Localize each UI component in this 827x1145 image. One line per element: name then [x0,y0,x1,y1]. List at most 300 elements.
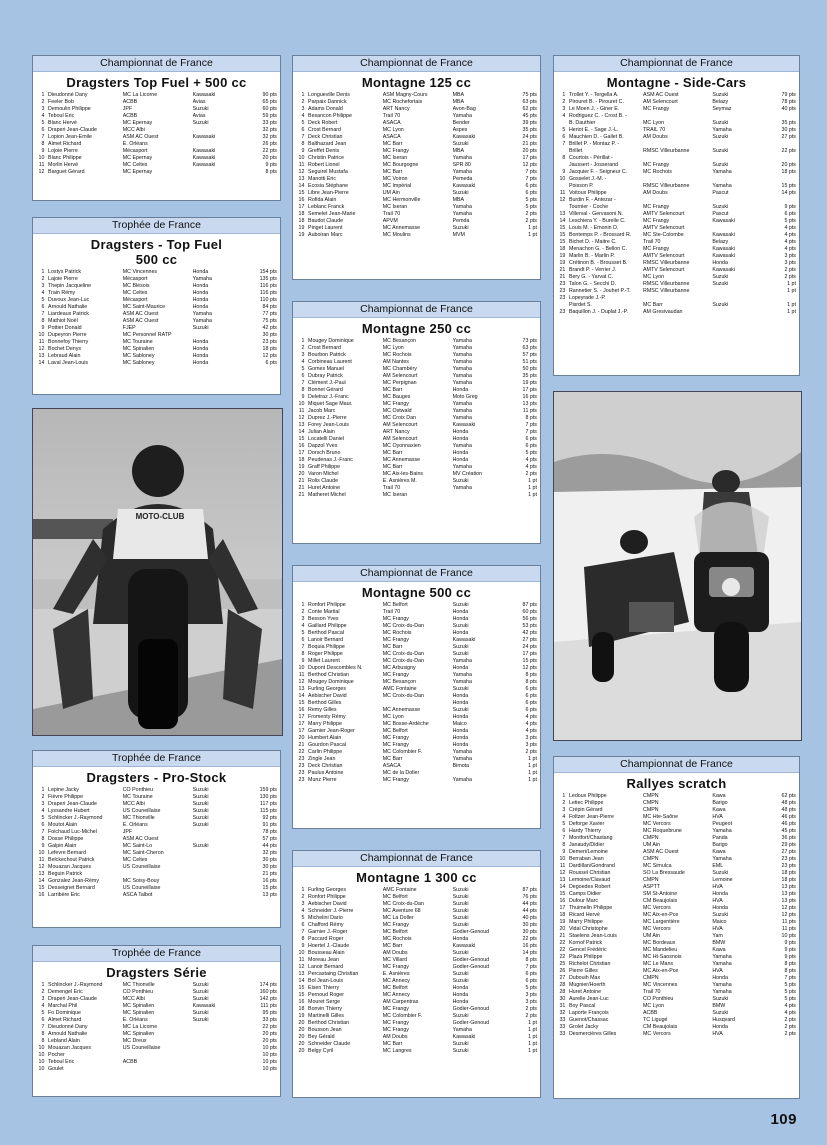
cell-rank: 8 [301,141,305,147]
cell-rank: 33 [559,1031,566,1037]
cell-points: 2 pts [784,1017,796,1023]
cell-rank: 19 [298,1013,305,1019]
table-row [36,1059,277,1066]
cell-rider: Conte Martial [308,609,340,615]
table-row [557,1003,796,1010]
cell-points: 5 pts [525,450,537,456]
cell-rider: Talon G. - Secchi D. [568,281,617,287]
cell-make: Yamaha [192,276,212,282]
cell-make: Yamaha [452,155,472,161]
cell-rank: 2 [41,99,45,105]
cell-points: 11 pts [781,919,796,925]
cell-points: 12 pts [781,905,796,911]
table-row [296,190,537,197]
cell-rider: Lebland Alain [48,1038,80,1044]
cell-make: Yamaha [452,366,472,372]
table-row [557,982,796,989]
cell-rank: 6 [41,1017,45,1023]
cell-club: ASM AC Ouest [643,849,679,855]
cell-rider: Baudot Claude [308,218,344,224]
table-row [296,141,537,148]
cell-club: E. Orléans [122,1017,148,1023]
cell-make: Suzuki [192,325,209,331]
cell-club: MC Vercors [643,821,671,827]
cell-rank: 7 [41,829,45,835]
cell-club: MC Lyon [382,714,404,720]
cell-make: Yam [712,933,723,939]
table-row [557,968,796,975]
cell-rank [557,120,569,127]
cell-rider: Humbert Alain [308,735,342,741]
table-row [36,162,277,169]
cell-rank: 8 [41,1038,45,1044]
cell-rider: Desmercières Gilles [568,1031,617,1037]
cell-points: 16 pts [522,394,537,400]
cell-rank: 15 [559,239,566,245]
cell-club: MC Frangy [382,742,409,748]
cell-club [643,113,712,120]
table-row [557,807,796,814]
cell-rank: 9 [562,169,566,175]
cell-points: 62 pts [781,793,796,799]
cell-points: 2 pts [525,471,537,477]
cell-rank: 20 [298,1020,305,1026]
cell-points: 36 pts [781,835,796,841]
cell-club: RMSC Villeurbanne [643,281,690,287]
table-row [36,297,277,304]
cell-make: Suzuki [192,822,209,828]
table-row [557,155,796,162]
cell-rank: 10 [38,1059,45,1065]
cell-club: CMPN [643,793,659,799]
cell-rank: 20 [298,1048,305,1054]
cell-points: 1 pt [528,756,537,762]
cell-make: Yamaha [452,485,472,491]
cell-make: Honda [452,735,469,741]
cell-points: 11 pts [781,926,796,932]
cell-rank: 1 [41,787,45,793]
cell-points: 1 pt [528,1020,537,1026]
cell-club: MC Rochois [382,936,412,942]
cell-club: MC Annemasse [382,707,421,713]
table-row [36,339,277,346]
table-row [557,281,796,288]
table-row [36,155,277,162]
cell-points: 22 pts [522,936,537,942]
table-subtitle: Trophée de France [33,218,280,234]
table-title: Montagne 250 cc [361,321,472,336]
cell-make: Kawa [712,807,726,813]
table-row [557,912,796,919]
cell-points: 17 pts [522,155,537,161]
cell-rider: Berthod Gilles [308,700,342,706]
cell-club: MC Frangy [382,964,409,970]
cell-club: MC Iseran [382,204,408,210]
table-row [557,267,796,274]
cell-make: Suzuki [712,870,729,876]
cell-rank: 30 [559,996,566,1002]
table-row [557,849,796,856]
cell-club: MC Epernay [122,120,153,126]
table-row [36,276,277,283]
cell-make: Kawasaki [452,134,476,140]
cell-points: 2 pts [784,1031,796,1037]
cell-rider: Mathiot Noël [48,318,78,324]
table-row [557,113,796,120]
cell-rider: Laporte François [568,1010,609,1016]
cell-club: AM Gresivaudan [643,309,683,315]
table-row [296,1048,537,1055]
cell-club: MC Aix-en-Pce [643,912,679,918]
cell-rank: 18 [559,246,566,252]
cell-rider: Eisen Thierry [308,985,340,991]
cell-points: 174 pts [259,982,277,988]
cell-rider: Camps Didier [568,891,602,897]
cell-make: Suzuki [192,106,209,112]
cell-rank: 1 [301,92,305,98]
table-row [557,793,796,800]
cell-rider: Crépin Gérard [568,807,603,813]
cell-rider: Letiec Philippe [568,800,604,806]
table-row [296,120,537,127]
cell-rank: 15 [298,190,305,196]
cell-rank: 2 [41,794,45,800]
cell-rank: 21 [298,742,305,748]
cell-club: APVM [382,218,398,224]
cell-make: Honda [452,693,469,699]
cell-rider: Carlin Philippe [308,749,343,755]
cell-make: Honda [452,609,469,615]
cell-rank: 2 [41,276,45,282]
cell-rider: Pisrdet S. [568,302,592,308]
cell-club: MC Besançon [382,679,417,685]
cell-points: 10 pts [262,1045,277,1051]
cell-rider: Millet Laurent [308,658,340,664]
cell-points: 15 pts [781,183,796,189]
table-row [296,658,537,665]
cell-club: MC Aix-les-Bains [382,471,424,477]
cell-points [765,197,796,204]
cell-rider: Villerval - Gervasoni N. [568,211,624,217]
table-rallyes-scratch [553,756,800,1099]
cell-club: MC Celtes [122,857,148,863]
table-montagne-250 [292,301,541,544]
cell-make: Panda [712,835,728,841]
cell-make: Peugeot [712,821,733,827]
cell-rider: Paccard Roger [308,936,344,942]
cell-make: Bender [452,120,470,126]
cell-points: 9 pts [265,162,277,168]
table-row [36,332,277,339]
cell-points: 29 pts [781,842,796,848]
cell-rider: Bousseau Alain [308,950,345,956]
cell-club: MC Arbusigny [382,665,416,671]
cell-rider: Liardeaux Patrick [48,311,89,317]
cell-points: 63 pts [522,99,537,105]
cell-points: 32 pts [262,850,277,856]
table-row [296,352,537,359]
cell-rider: Feeler Bob [48,99,74,105]
cell-rider: Courtois - Périllat - [568,155,613,161]
cell-rank: 20 [298,1027,305,1033]
cell-points: 2 pts [784,274,796,280]
table-row [296,721,537,728]
table-row [557,1024,796,1031]
table-row [296,999,537,1006]
cell-club: MC Simulca [643,863,672,869]
cell-rank: 7 [301,644,305,650]
cell-rider: Louis M. - Emonin D. [568,225,619,231]
table-row [557,260,796,267]
cell-make: Seymaz [712,106,732,112]
cell-make: Yamaha [712,982,732,988]
cell-club [123,1052,193,1059]
cell-rank: 3 [301,352,305,358]
table-row [557,295,796,302]
cell-rider: Deletraz J.-Franc [308,394,349,400]
cell-make: Honda [452,387,469,393]
cell-rider: Grolet Jacky [568,1024,599,1030]
cell-rider: Crétinon B. - Brousset B. [568,260,628,266]
cell-rank: 11 [298,162,305,168]
cell-club: MC Frangy [382,672,409,678]
cell-rider: Almet Richard [48,141,82,147]
cell-points: 6 pts [784,211,796,217]
cell-rider: Bontemps P. - Brossard R. [568,232,632,238]
table-row [296,471,537,478]
cell-points: 4 pts [525,464,537,470]
cell-make: Suzuki [452,707,469,713]
cell-points: 4 pts [784,1003,796,1009]
cell-points: 115 pts [259,808,277,814]
table-row [36,850,277,857]
cell-club: MC Frangy [382,735,409,741]
cell-rank: 6 [562,134,566,140]
cell-club: ASM AC Ouest [122,318,159,324]
cell-make: MV Création [452,471,483,477]
cell-club: MC Langres [382,1048,412,1054]
photo-dragster [32,408,283,736]
table-rows [554,92,799,316]
cell-make: HVA [712,926,723,932]
cell-make [193,1038,246,1045]
cell-points: 35 pts [522,373,537,379]
cell-club [643,141,712,148]
cell-rank: 14 [38,360,45,366]
table-title: Dragsters - Pro-Stock [86,770,227,785]
cell-rider: Tournier - Coche [568,204,609,210]
table-row [36,808,277,815]
cell-rider: Balthazard Jean [308,141,347,147]
cell-rider: Crost Bernard [308,345,342,351]
cell-rank: 11 [38,857,45,863]
cell-rider: Blanc Philippe [48,155,82,161]
cell-make: Barigo [712,842,728,848]
cell-rider: Matheret Michel [308,492,346,498]
cell-rider: Aebischer David [308,693,347,699]
cell-points: 4 pts [525,721,537,727]
cell-rider: Gourdon Pascal [308,742,347,748]
cell-make: Godier-Genoud [452,957,490,963]
table-title: Montagne 1 300 cc [356,870,477,885]
cell-club: MC Frangy [382,1027,409,1033]
cell-make: Yamaha [452,408,472,414]
cell-make [193,1024,246,1031]
cell-make: Kawasaki [452,943,476,949]
table-row [557,814,796,821]
cell-make: Yamaha [452,756,472,762]
cell-points: 16 pts [522,943,537,949]
cell-make: Suzuki [192,989,209,995]
cell-rider: Marchal Phil [48,1003,78,1009]
table-row [36,120,277,127]
cell-points: 4 pts [784,239,796,245]
table-row [36,134,277,141]
cell-club: MC Belfort [382,728,408,734]
cell-club: MC Spinalien [122,1003,155,1009]
cell-club: MC Sabloney [122,360,155,366]
cell-club: MC Thionville [122,982,155,988]
table-row [557,169,796,176]
cell-rank: 8 [301,651,305,657]
cell-rank: 12 [298,964,305,970]
cell-club [383,700,453,707]
cell-rank: 5 [301,120,305,126]
cell-rider: Schlincker J.-Raymond [48,982,103,988]
table-topfuel-trophy [32,217,281,395]
table-row [36,857,277,864]
table-row [36,982,277,989]
cell-make: Yamaha [712,856,732,862]
table-row [557,835,796,842]
cell-club: MC Hte-Saône [643,814,679,820]
cell-points: 27 pts [781,849,796,855]
cell-club: ACBB [643,1010,658,1016]
cell-rider: Bourbon Patrick [308,352,346,358]
cell-club: MC Spinalien [122,1031,155,1037]
cell-points: 1 pt [787,302,796,308]
cell-rider: Jacob Marc [308,408,336,414]
table-row [557,975,796,982]
cell-rank: 9 [41,843,45,849]
table-row [557,996,796,1003]
cell-rider: Voitoux Philippe [568,190,607,196]
table-row [557,134,796,141]
cell-make: Yamaha [452,672,472,678]
cell-rank: 12 [38,346,45,352]
table-row [557,947,796,954]
cell-points: 73 pts [522,338,537,344]
cell-club: Trail 70 [382,113,401,119]
cell-make: Honda [452,429,469,435]
cell-rider: Parpaix Dannick [308,99,347,105]
cell-make: Moto Greg [452,394,478,400]
cell-rank: 23 [298,756,305,762]
cell-make: Yamaha [452,415,472,421]
cell-rank: 16 [298,443,305,449]
table-row [296,338,537,345]
cell-club: AM Doubs [382,1034,408,1040]
cell-make: Honda [452,728,469,734]
cell-points: 22 pts [262,1024,277,1030]
cell-club [643,197,712,204]
cell-rank: 7 [41,1024,45,1030]
cell-points: 45 pts [781,828,796,834]
cell-make: Belazy [712,239,729,245]
cell-points: 87 pts [522,602,537,608]
cell-make: Honda [712,975,728,981]
cell-make [712,155,765,162]
cell-club: MC Spinalien [122,346,155,352]
table-row [296,1006,537,1013]
cell-points: 160 pts [259,989,277,995]
cell-rider: Graff Philippe [308,464,341,470]
cell-club: MC Celtes [122,162,148,168]
cell-club: ACBB [122,1059,138,1065]
cell-rank: 5 [562,821,566,827]
cell-points: 1 pt [528,763,537,769]
cell-rank: 12 [559,197,566,203]
cell-rank: 1 [301,602,305,608]
table-row [557,302,796,309]
cell-club: CMPN [643,835,659,841]
cell-points: 1 pt [528,777,537,783]
cell-points: 2 pts [525,211,537,217]
table-row [36,878,277,885]
cell-points: 3 pts [525,992,537,998]
cell-make: Kawasaki [452,183,476,189]
table-montagne-1300 [292,850,541,1098]
table-row [296,770,537,777]
cell-points: 13 pts [522,401,537,407]
cell-rider: Manotti Eric [308,176,336,182]
cell-make: Yamaha [452,1027,472,1033]
cell-rank: 8 [301,936,305,942]
cell-club: US Couneillaise [122,1045,161,1051]
table-row [296,763,537,770]
cell-rider: Christin Patrice [308,155,344,161]
cell-make: Belazy [712,99,729,105]
cell-points: 53 pts [522,623,537,629]
cell-club: MC Celtes [122,290,148,296]
cell-rank: 14 [298,429,305,435]
cell-rider: Peudenas J.-Franc [308,457,353,463]
cell-rank: 21 [298,485,305,491]
cell-points [765,141,796,148]
cell-rank: 17 [298,728,305,734]
table-subtitle: Trophée de France [33,751,280,767]
cell-points: 4 pts [784,225,796,231]
cell-rank: 13 [298,686,305,692]
table-title: Montagne - Side-Cars [606,75,747,90]
cell-make [193,892,246,899]
cell-points: 5 pts [525,204,537,210]
cell-make: Suzuki [452,686,469,692]
cell-make: Suzuki [452,141,469,147]
cell-rider: Brillet [568,148,583,154]
cell-rank: 3 [562,807,566,813]
cell-rider: Lopeyrade J.-P. [568,295,606,301]
table-row [557,218,796,225]
cell-rider: Chafford Rémy [308,922,344,928]
cell-rank: 12 [298,415,305,421]
cell-rank: 23 [298,763,305,769]
cell-make: Suzuki [712,148,729,154]
cell-rank: 6 [301,637,305,643]
cell-club: RMSC Villeurbanne [643,288,690,294]
cell-club: SO La Bressaude [643,870,685,876]
table-title: Montagne 500 cc [361,585,472,600]
